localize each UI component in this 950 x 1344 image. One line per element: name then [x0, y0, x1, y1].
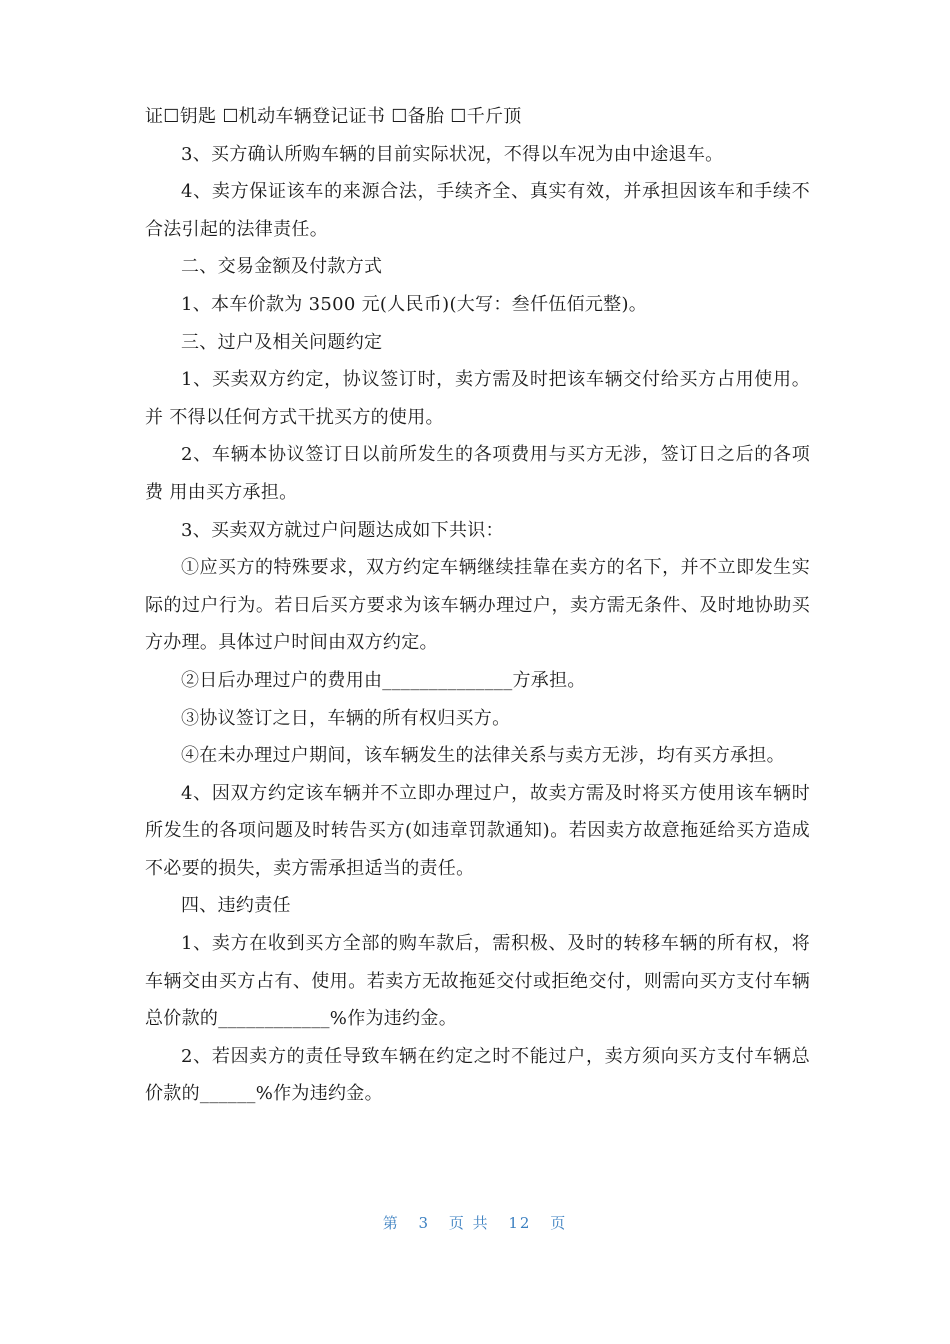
paragraph: 1、本车价款为 3500 元(人民币)(大写：叁仟伍佰元整)。: [181, 293, 648, 315]
paragraph: 2、若因卖方的责任导致车辆在约定之时不能过户，卖方须向买方支付车辆总价款的______%作为违约金。: [145, 1045, 810, 1105]
paragraph: 3、买方确认所购车辆的目前实际状况，不得以车况为由中途退车。: [181, 143, 724, 165]
paragraph: 4、卖方保证该车的来源合法，手续齐全、真实有效，并承担因该车和手续不合法引起的法律责任。: [145, 181, 810, 240]
section-heading: 三、过户及相关问题约定: [181, 331, 383, 353]
paragraph: 3、买卖双方就过户问题达成如下共识：: [181, 519, 504, 541]
section-heading: 二、交易金额及付款方式: [181, 256, 383, 278]
paragraph: 2、车辆本协议签订日以前所发生的各项费用与买方无涉，签订日之后的各项费 用由买方承担。: [145, 444, 810, 503]
footer-middle: 页 共: [448, 1214, 490, 1232]
paragraph: 4、因双方约定该车辆并不立即办理过户，故卖方需及时将买方使用该车辆时所发生的各项问题及时转告买方(如违章罚款通知)。若因卖方故意拖延给买方造成不必要的损失，卖方需承担适当的责任。: [145, 782, 810, 879]
paragraph: 1、卖方在收到买方全部的购车款后，需积极、及时的转移车辆的所有权，将车辆交由买方占有、使用。若卖方无故拖延交付或拒绝交付，则需向买方支付车辆总价款的____________%作为违约金。: [145, 933, 810, 1030]
paragraph: ②日后办理过户的费用由______________方承担。: [181, 669, 586, 691]
page-footer: [0, 1212, 950, 1233]
footer-prefix: 第: [382, 1214, 400, 1232]
footer-suffix: 页: [550, 1214, 568, 1232]
paragraph: 证☐钥匙 ☐机动车辆登记证书 ☐备胎 ☐千斤顶: [145, 106, 522, 127]
footer-total-pages: 12: [508, 1214, 532, 1232]
paragraph: ①应买方的特殊要求，双方约定车辆继续挂靠在卖方的名下，并不立即发生实际的过户行为。若日后买方要求为该车辆办理过户，卖方需无条件、及时地协助买方办理。具体过户时间由双方约定。: [145, 557, 810, 654]
section-heading: 四、违约责任: [181, 895, 291, 917]
paragraph: ③协议签订之日，车辆的所有权归买方。: [181, 707, 511, 729]
paragraph: ④在未办理过户期间，该车辆发生的法律关系与卖方无涉，均有买方承担。: [181, 745, 785, 767]
document-body: [145, 98, 810, 1113]
paragraph: 1、买卖双方约定，协议签订时，卖方需及时把该车辆交付给买方占用使用。并 不得以任何方式干扰买方的使用。: [145, 369, 810, 428]
footer-current-page: 3: [418, 1214, 431, 1232]
